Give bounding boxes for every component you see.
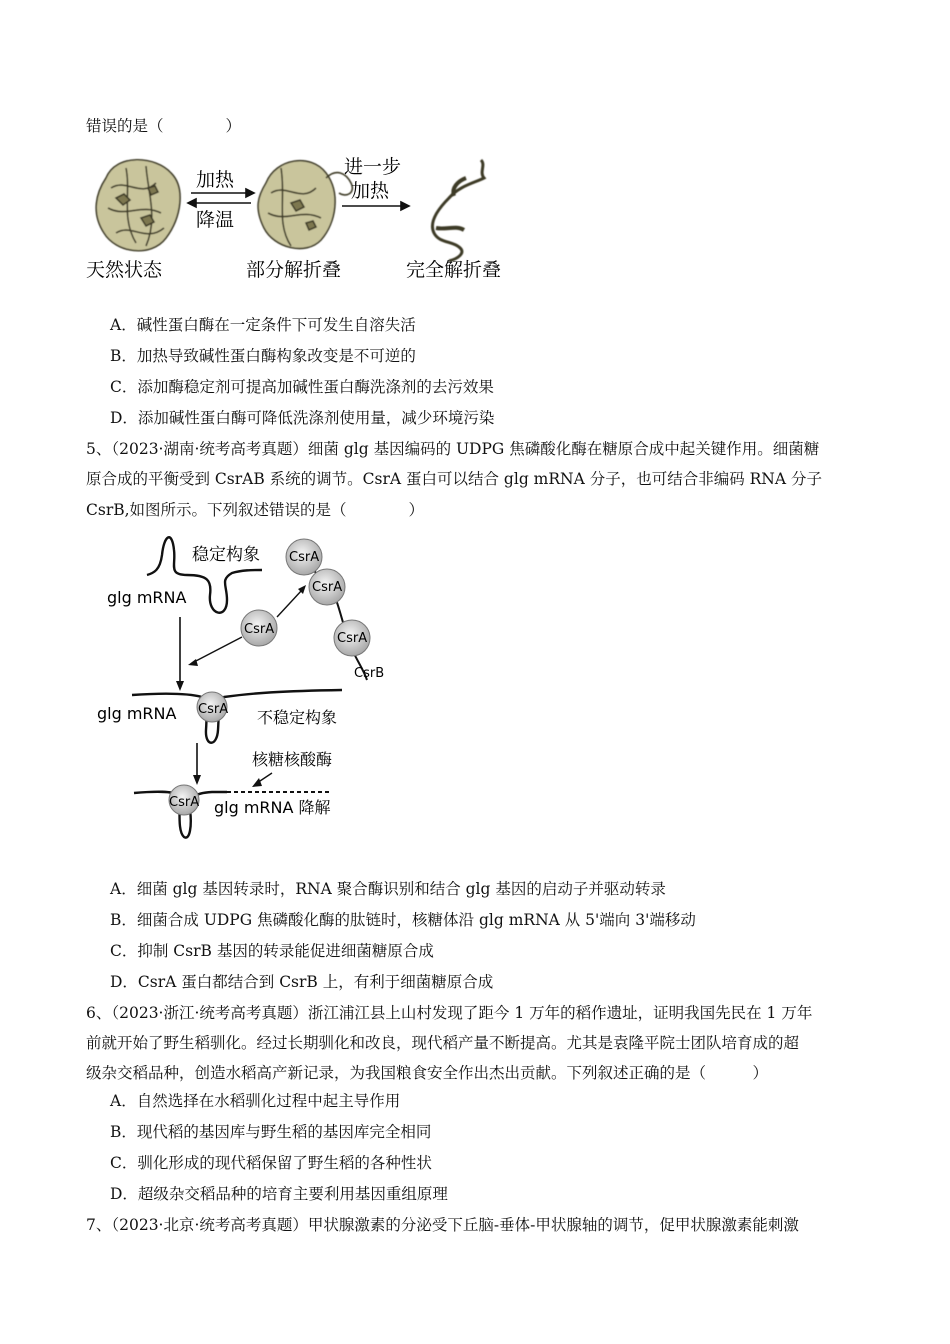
q6-stem-line-1: 6、（2023·浙江·统考高考真题）浙江浦江县上山村发现了距今 1 万年的稻作遗址，证明我国先民在 1 万年 (86, 1004, 813, 1022)
mrna-degradation-label: glg mRNA 降解 (214, 798, 331, 817)
q5-option-c: C．抑制 CsrB 基因的转录能促进细菌糖原合成 (110, 942, 434, 960)
q5-stem-line-2: 原合成的平衡受到 CsrAB 系统的调节。CsrA 蛋白可以结合 glg mRNA 分子，也可结合非编码 RNA 分子 (86, 470, 822, 488)
native-state-label: 天然状态 (86, 259, 163, 281)
q4-option-a: A．碱性蛋白酶在一定条件下可发生自溶失活 (110, 316, 416, 334)
partial-unfold-label: 部分解折叠 (246, 259, 342, 281)
csra-label-3: CsrA (337, 631, 368, 646)
csra-label-free: CsrA (244, 622, 275, 637)
csrb-label: CsrB (354, 666, 385, 681)
native-protein-icon (96, 160, 180, 251)
one-way-arrow (342, 202, 409, 210)
csra-label-degrade: CsrA (169, 795, 200, 810)
arrow1-top-label: 加热 (196, 169, 235, 191)
full-unfold-label: 完全解折叠 (406, 259, 502, 281)
csra-label-1: CsrA (289, 550, 320, 565)
glg-mrna-label-2: glg mRNA (97, 704, 177, 723)
q5-stem-line-1: 5、（2023·湖南·统考高考真题）细菌 glg 基因编码的 UDPG 焦磷酸化酶在糖原合成中起关键作用。细菌糖 (86, 440, 820, 458)
csra-label-2: CsrA (312, 580, 343, 595)
q4-option-d: D．添加碱性蛋白酶可降低洗涤剂使用量，减少环境污染 (110, 409, 495, 427)
partial-unfolded-protein-icon (258, 161, 352, 249)
unstable-conformation-label: 不稳定构象 (257, 708, 338, 727)
csra-label-bound: CsrA (198, 702, 229, 717)
q6-stem-line-2: 前就开始了野生稻驯化。经过长期驯化和改良，现代稻产量不断提高。尤其是袁隆平院士团队培育成的超 (86, 1034, 800, 1052)
q4-option-b: B．加热导致碱性蛋白酶构象改变是不可逆的 (110, 347, 416, 365)
q6-stem-line-3: 级杂交稻品种，创造水稻高产新记录，为我国粮食安全作出杰出贡献。下列叙述正确的是（ ） (86, 1064, 769, 1082)
arrow2-bottom-label: 加热 (351, 180, 390, 202)
reversible-arrows (188, 189, 254, 207)
q5-stem-line-3: CsrB,如图所示。下列叙述错误的是（ ） (86, 501, 425, 519)
protein-unfolding-figure (86, 148, 516, 298)
q6-option-c: C．驯化形成的现代稻保留了野生稻的各种性状 (110, 1154, 432, 1172)
fully-unfolded-protein-icon (432, 160, 484, 261)
rnase-label: 核糖核酸酶 (252, 750, 333, 769)
csra-csrb-figure (92, 525, 412, 850)
glg-mrna-label-1: glg mRNA (107, 588, 187, 607)
arrow2-top-label: 进一步 (344, 156, 402, 178)
q7-stem-line-1: 7、（2023·北京·统考高考真题）甲状腺激素的分泌受下丘脑-垂体-甲状腺轴的调节，促甲状腺激素能刺激 (86, 1216, 799, 1234)
q6-option-d: D．超级杂交稻品种的培育主要利用基因重组原理 (110, 1185, 448, 1203)
q5-option-d: D．CsrA 蛋白都结合到 CsrB 上，有利于细菌糖原合成 (110, 973, 494, 991)
q4-option-c: C．添加酶稳定剂可提高加碱性蛋白酶洗涤剂的去污效果 (110, 378, 494, 396)
q6-option-b: B．现代稻的基因库与野生稻的基因库完全相同 (110, 1123, 432, 1141)
stable-conformation-label: 稳定构象 (192, 545, 260, 565)
q5-option-a: A．细菌 glg 基因转录时，RNA 聚合酶识别和结合 glg 基因的启动子并驱动转录 (110, 880, 666, 898)
q5-option-b: B．细菌合成 UDPG 焦磷酸化酶的肽链时，核糖体沿 glg mRNA 从 5'端向 3'端移动 (110, 911, 696, 929)
arrow1-bottom-label: 降温 (196, 209, 235, 231)
q4-stem-tail: 错误的是（ ） (86, 117, 242, 135)
q6-option-a: A．自然选择在水稻驯化过程中起主导作用 (110, 1092, 401, 1110)
